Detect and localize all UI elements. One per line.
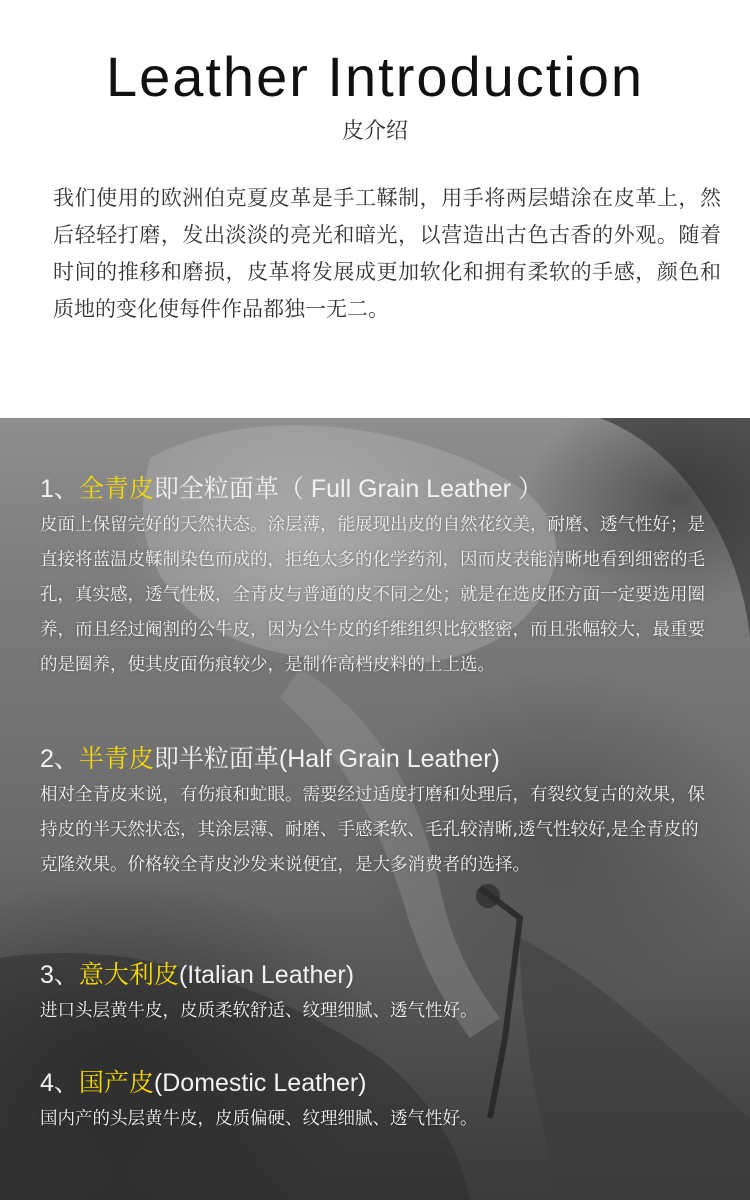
page-subtitle: 皮介绍 xyxy=(341,119,408,144)
section-number: 3、 xyxy=(40,961,79,989)
section-heading-rest: (Italian Leather) xyxy=(178,961,355,989)
section-highlight: 国产皮 xyxy=(78,1069,154,1097)
section-heading xyxy=(40,742,710,776)
section-heading xyxy=(40,1066,710,1100)
section-highlight: 意大利皮 xyxy=(78,961,179,989)
section-heading xyxy=(40,472,710,506)
section-number: 4、 xyxy=(40,1069,79,1097)
section-domestic xyxy=(40,1066,710,1137)
page-title: Leather Introduction xyxy=(105,45,645,108)
section-body: 相对全青皮来说，有伤痕和虻眼。需要经过适度打磨和处理后，有裂纹复古的效果，保持皮的半天然状态，其涂层薄、耐磨、手感柔软、毛孔较清晰,透气性较好,是全青皮的克隆效果。价格较全青皮沙发来说便宜，是大多消费者的选择。 xyxy=(40,785,705,875)
section-heading xyxy=(40,958,710,992)
section-body: 进口头层黄牛皮，皮质柔软舒适、纹理细腻、透气性好。 xyxy=(40,1001,478,1021)
section-heading-rest: 即半粒面革(Half Grain Leather) xyxy=(153,745,500,773)
section-body: 皮面上保留完好的天然状态。涂层薄，能展现出皮的自然花纹美，耐磨、透气性好；是直接将蓝温皮鞣制染色而成的，拒绝太多的化学药剂，因而皮表能清晰地看到细密的毛孔，真实感，透气性极，全青皮与普通的皮不同之处；就是在选皮胚方面一定要选用圈养，而且经过阉割的公牛皮，因为公牛皮的纤维组织比较整密，而且张幅较大，最重要的是圈养，使其皮面伤痕较少，是制作高档皮料的上上选。 xyxy=(40,515,705,675)
section-number: 1、 xyxy=(40,475,79,503)
section-italian xyxy=(40,958,710,1029)
section-number: 2、 xyxy=(40,745,79,773)
section-heading-rest: 即全粒面革（ Full Grain Leather ） xyxy=(153,475,543,503)
section-half-grain xyxy=(40,742,710,883)
section-highlight: 半青皮 xyxy=(78,745,154,773)
section-full-grain xyxy=(40,472,710,683)
section-heading-rest: (Domestic Leather) xyxy=(153,1069,367,1097)
section-highlight: 全青皮 xyxy=(78,475,154,503)
leather-crafting-photo xyxy=(0,418,750,1200)
intro-panel xyxy=(0,0,750,418)
section-body: 国内产的头层黄牛皮，皮质偏硬、纹理细腻、透气性好。 xyxy=(40,1109,478,1129)
intro-paragraph: 我们使用的欧洲伯克夏皮革是手工鞣制，用手将两层蜡涂在皮革上，然后轻轻打磨，发出淡淡的亮光和暗光，以营造出古色古香的外观。随着时间的推移和磨损，皮革将发展成更加软化和拥有柔软的手感，颜色和质地的变化使每件作品都独一无二。 xyxy=(53,186,721,321)
